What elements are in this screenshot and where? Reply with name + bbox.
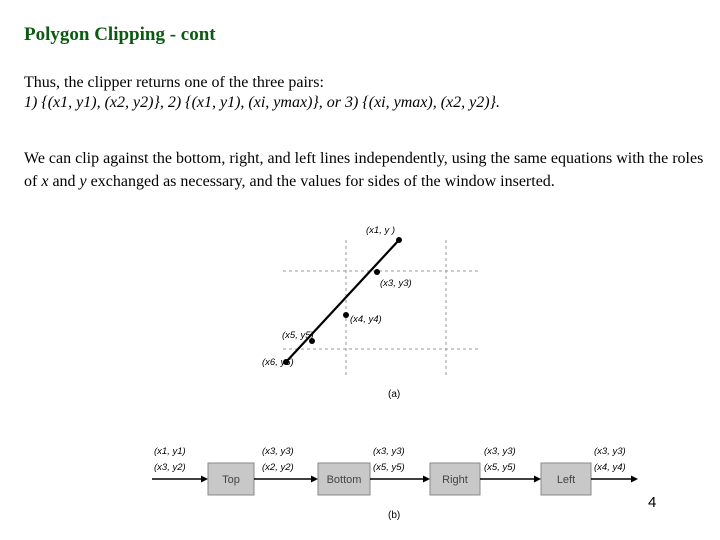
label-p3: (x3, y3) [380,278,412,289]
var-x: x [41,173,49,190]
input-2-top: (x3, y3) [373,446,405,457]
arrowhead-3 [534,476,541,483]
stage-left-label: Left [556,474,576,486]
input-1-top: (x3, y3) [262,446,294,457]
point-4 [343,312,349,318]
slide-title: Polygon Clipping - cont [24,24,216,45]
arrowhead-4 [631,476,638,483]
label-p5: (x5, y5) [282,330,314,341]
stage-right-label: Right [442,474,468,486]
intro-line: Thus, the clipper returns one of the three pairs: [24,74,324,91]
stage-bottom-label: Bottom [326,474,362,486]
page-number: 4 [648,494,657,511]
pairs-line: 1) {(x1, y1), (x2, y2)}, 2) {(x1, y1), (xi, ymax)}, or 3) {(xi, ymax), (x2, y2)}. [24,94,500,111]
var-y: y [79,173,87,190]
input-4-bottom: (x4, y4) [594,462,626,473]
input-2-bottom: (x5, y5) [373,462,405,473]
point-3 [374,269,380,275]
caption-a: (a) [388,389,401,400]
arrowhead-0 [201,476,208,483]
explanation-text-1: We can clip against the bottom, right, and left lines independently, using the same equations with the roles of [24,150,704,190]
input-4-top: (x3, y3) [594,446,626,457]
label-p4: (x4, y4) [350,314,382,325]
input-0-top: (x1, y1) [154,446,186,457]
clipped-edge-line [286,240,399,362]
explanation-text-2: and [48,173,80,190]
figure-a [262,225,480,400]
input-0-bottom: (x3, y2) [154,462,186,473]
input-3-bottom: (x5, y5) [484,462,516,473]
stage-top-label: Top [222,474,240,486]
label-p6: (x6, y6) [262,357,294,368]
arrowhead-1 [311,476,318,483]
explanation-text-3: exchanged as necessary, and the values for sides of the window inserted. [86,173,555,190]
point-1 [396,237,402,243]
arrowhead-2 [423,476,430,483]
caption-b: (b) [388,510,401,521]
figure-b [152,446,638,521]
input-3-top: (x3, y3) [484,446,516,457]
input-1-bottom: (x2, y2) [262,462,294,473]
label-p1: (x1, y ) [366,225,396,236]
